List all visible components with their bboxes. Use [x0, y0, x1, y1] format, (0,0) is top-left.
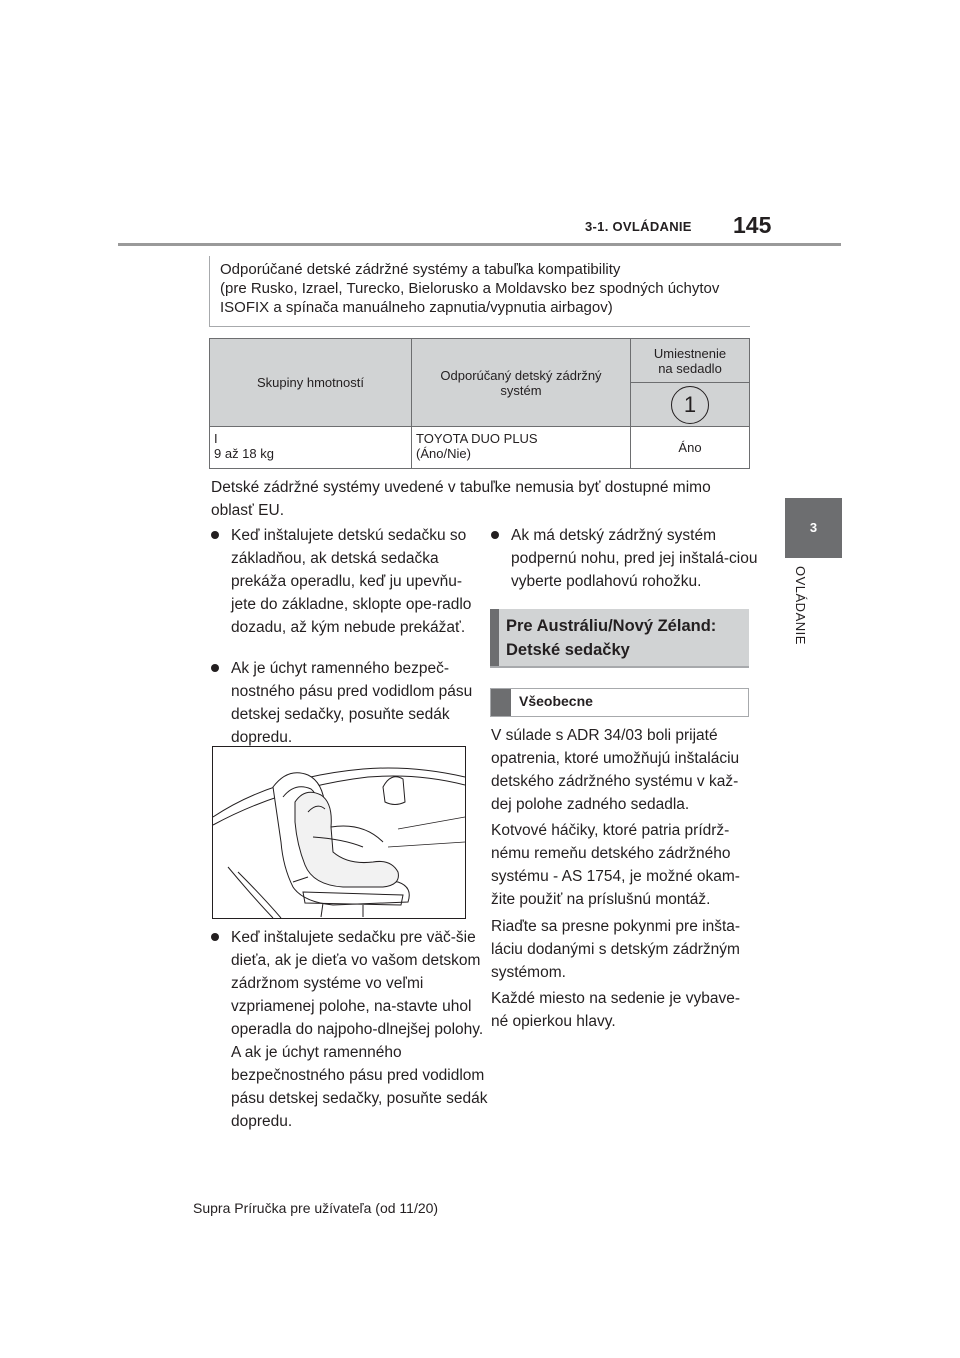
list-item: Ak má detský zádržný systém podpernú nohu, pred jej inštalá-ciou vyberte podlahovú rohožku.: [491, 524, 769, 593]
sub-heading-bar: [491, 689, 511, 716]
chapter-number: 3: [809, 520, 818, 535]
bullet-icon: [491, 531, 499, 539]
paragraph: Riaďte sa presne pokynmi pre inšta-láciu dodanými s detským zádržným systémom.: [491, 918, 741, 981]
section-title: 3-1. OVLÁDANIE: [585, 219, 692, 234]
paragraph: Kotvové háčiky, ktoré patria prídrž-nému remeňu detského zádržného systému - AS 1754, je možné okam-žite použiť na príslušnú montáž.: [491, 822, 740, 908]
chapter-label: OVLÁDANIE: [793, 566, 808, 645]
title-line-2: (pre Rusko, Izrael, Turecko, Bielorusko a Moldavsko bez spodných úchytov: [220, 280, 720, 297]
compatibility-table: [209, 338, 750, 469]
sub-heading: [490, 688, 749, 717]
section-heading: [490, 609, 749, 668]
col-header-recommended-system: Odporúčaný detský zádržný systém: [412, 339, 631, 427]
title-line-1: Odporúčané detské zádržné systémy a tabuľka kompatibility: [220, 261, 621, 278]
bullet-icon: [211, 933, 219, 941]
paragraph: Každé miesto na sedenie je vybave-né opierkou hlavy.: [491, 990, 741, 1030]
section-heading-bar: [490, 609, 499, 666]
cell-seat-value: Áno: [631, 427, 750, 469]
title-line-3: ISOFIX a spínača manuálneho zapnutia/vypnutia airbagov): [220, 299, 613, 316]
seat-position-number: 1: [671, 386, 709, 424]
cell-recommended-system: TOYOTA DUO PLUS (Áno/Nie): [412, 427, 631, 469]
availability-note: Detské zádržné systémy uvedené v tabuľke nemusia byť dostupné mimo oblasť EU.: [211, 479, 711, 519]
sub-heading-text: Všeobecne: [519, 693, 593, 709]
cell-weight-group: I 9 až 18 kg: [210, 427, 412, 469]
list-item: Ak je úchyt ramenného bezpeč-nostného pásu pred vodidlom pásu detskej sedačky, posuňte sedák dopredu.: [211, 657, 485, 749]
child-seat-illustration: [212, 746, 466, 919]
bullet-icon: [211, 531, 219, 539]
list-item: Keď inštalujete detskú sedačku so základňou, ak detská sedačka prekáža operadlu, keď ju upevňu-jete do základne, sklopte ope-radlo dozadu, až kým nebude prekážať.: [211, 524, 485, 639]
col-header-weight-groups: Skupiny hmotností: [210, 339, 412, 427]
bullet-icon: [211, 664, 219, 672]
section-heading-line-1: Pre Austráliu/Nový Zéland:: [506, 617, 717, 635]
seat-position-cell: [631, 383, 750, 427]
table-title-box: [209, 256, 750, 327]
list-item: Keď inštalujete sedačku pre väč-šie dieťa, ak je dieťa vo vašom detskom zádržnom systéme vo veľmi vzpriamenej polohe, na-stavte uhol operadla do najpoho-dlnejšej polohy. A ak je úchyt ramenného bezpečnostného pásu pred vodidlom pásu detskej sedačky, posuňte sedák dopredu.: [211, 926, 491, 1133]
table-row: [210, 427, 750, 469]
col-header-seat-position: Umiestnenie na sedadlo: [631, 339, 750, 383]
header-divider: [118, 243, 841, 246]
page-number: 145: [733, 212, 772, 238]
footer: Supra Príručka pre užívateľa (od 11/20): [193, 1200, 439, 1216]
paragraph: V súlade s ADR 34/03 boli prijaté opatrenia, ktoré umožňujú inštaláciu detského zádržného systému v kaž-dej polohe zadného sedadla.: [491, 727, 740, 813]
section-heading-line-2: Detské sedačky: [506, 641, 630, 659]
